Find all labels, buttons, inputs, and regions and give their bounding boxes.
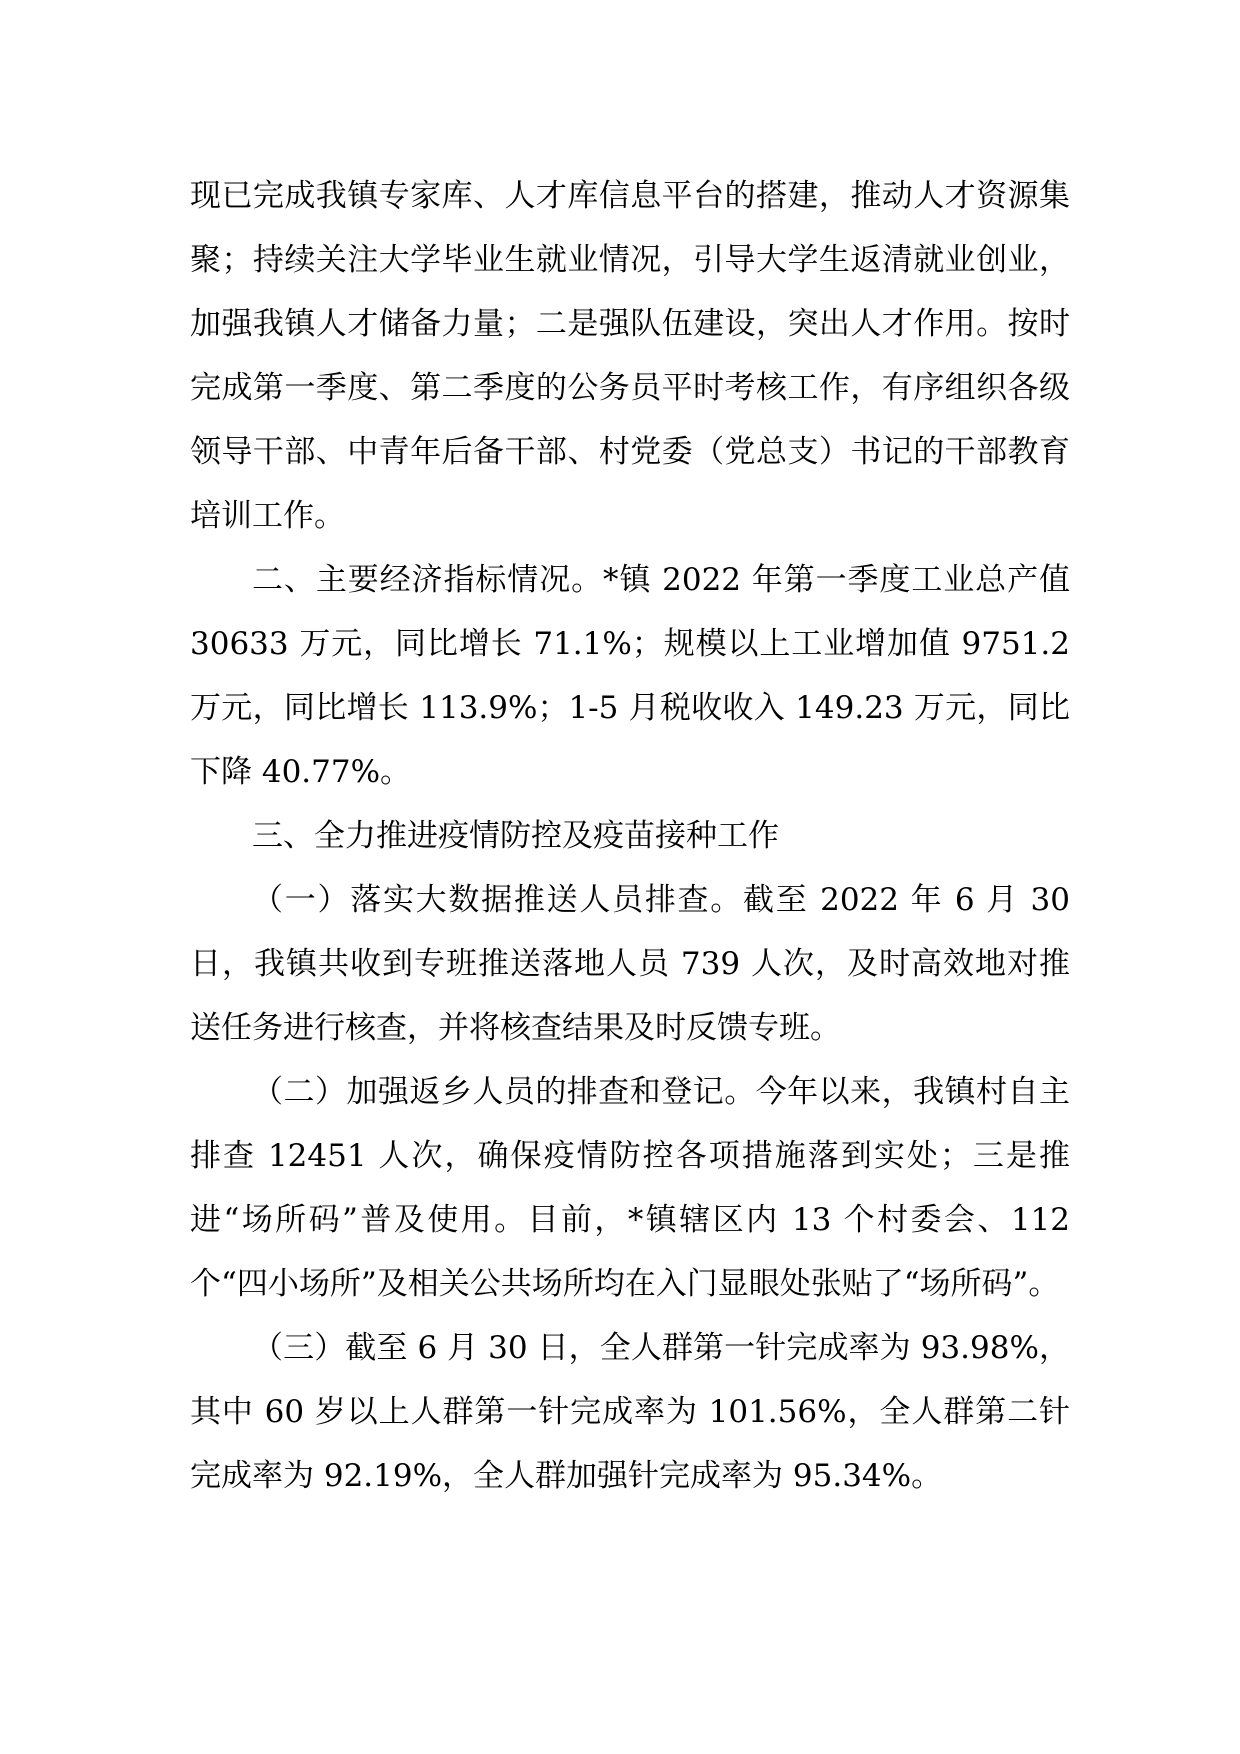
paragraph-economic-indicators: 二、主要经济指标情况。*镇 2022 年第一季度工业总产值 30633 万元，同比增长 71.1%；规模以上工业增加值 9751.2 万元，同比增长 113.9%；1-5 月税收收入 149.23 万元，同比下降 40.77%。 xyxy=(190,562,1070,790)
document-body xyxy=(190,164,1070,1508)
paragraph-talent-work: 现已完成我镇专家库、人才库信息平台的搭建，推动人才资源集聚；持续关注大学毕业生就业情况，引导大学生返清就业创业，加强我镇人才储备力量；二是强队伍建设，突出人才作用。按时完成第一季度、第二季度的公务员平时考核工作，有序组织各级领导干部、中青年后备干部、村党委（党总支）书记的干部教育培训工作。 xyxy=(190,178,1070,534)
paragraph-vaccination-rates: （三）截至 6 月 30 日，全人群第一针完成率为 93.98%，其中 60 岁以上人群第一针完成率为 101.56%，全人群第二针完成率为 92.19%，全人群加强针完成率为 95.34%。 xyxy=(190,1330,1070,1494)
paragraph-big-data-screening: （一）落实大数据推送人员排查。截至 2022 年 6 月 30 日，我镇共收到专班推送落地人员 739 人次，及时高效地对推送任务进行核查，并将核查结果及时反馈专班。 xyxy=(190,882,1070,1046)
section-heading-epidemic: 三、全力推进疫情防控及疫苗接种工作 xyxy=(252,818,779,854)
paragraph-returnee-screening: （二）加强返乡人员的排查和登记。今年以来，我镇村自主排查 12451 人次，确保疫情防控各项措施落到实处；三是推进“场所码”普及使用。目前，*镇辖区内 13 个村委会、112 个“四小场所”及相关公共场所均在入门显眼处张贴了“场所码”。 xyxy=(190,1074,1070,1302)
